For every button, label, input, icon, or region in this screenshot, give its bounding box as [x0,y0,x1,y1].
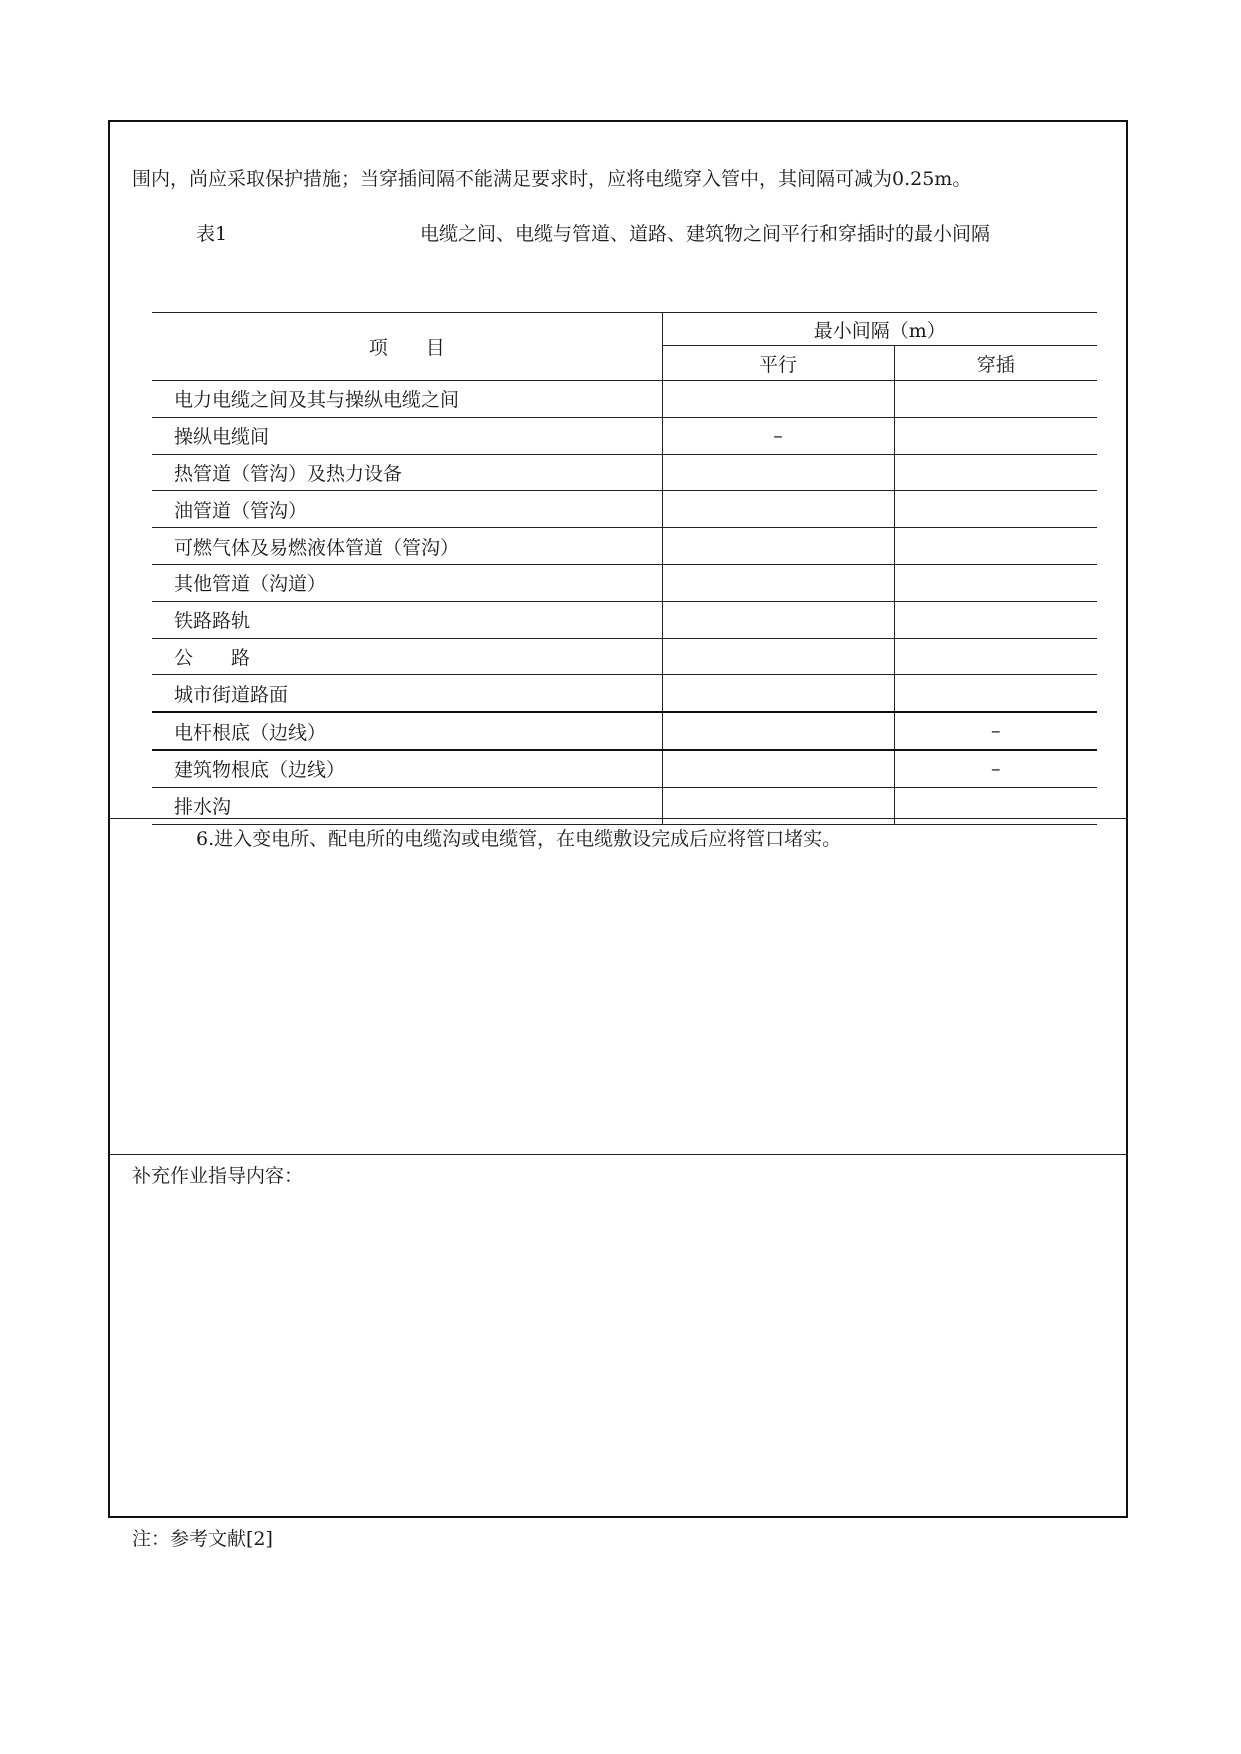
table-row [152,601,1097,638]
row-parallel [662,712,894,750]
row-item: 可燃气体及易燃液体管道（管沟） [152,528,662,565]
row-item: 其他管道（沟道） [152,564,662,601]
table-row [152,564,1097,601]
row-parallel: – [662,417,894,454]
row-parallel [662,454,894,491]
row-cross [894,564,1097,601]
row-item: 公 路 [152,638,662,675]
table-row [152,454,1097,491]
row-item: 排水沟 [152,787,662,824]
header-item: 项 目 [152,313,662,381]
row-cross [894,601,1097,638]
row-cross [894,417,1097,454]
section-divider [108,818,1128,819]
table-row [152,675,1097,712]
row-parallel [662,491,894,528]
header-min-spacing: 最小间隔（m） [662,313,1097,346]
intro-paragraph: 围内，尚应采取保护措施；当穿插间隔不能满足要求时，应将电缆穿入管中，其间隔可减为0.25m。 [132,168,972,190]
spacing-table [152,312,1097,825]
row-cross [894,638,1097,675]
table-caption-label: 表1 [196,223,228,245]
header-cross: 穿插 [894,346,1097,381]
row-item: 油管道（管沟） [152,491,662,528]
header-parallel: 平行 [662,346,894,381]
row-cross: – [894,750,1097,787]
row-item: 铁路路轨 [152,601,662,638]
table-row [152,417,1097,454]
table-row [152,491,1097,528]
row-cross [894,454,1097,491]
row-parallel [662,381,894,418]
row-parallel [662,564,894,601]
row-parallel [662,750,894,787]
table-caption-title: 电缆之间、电缆与管道、道路、建筑物之间平行和穿插时的最小间隔 [420,223,991,245]
row-item: 城市街道路面 [152,675,662,712]
row-item: 电杆根底（边线） [152,712,662,750]
row-item: 电力电缆之间及其与操纵电缆之间 [152,381,662,418]
row-cross [894,491,1097,528]
table-row [152,381,1097,418]
row-parallel [662,638,894,675]
row-item: 操纵电缆间 [152,417,662,454]
table-row [152,638,1097,675]
row-cross: – [894,712,1097,750]
section-divider [108,1154,1128,1155]
table-row [152,528,1097,565]
row-parallel [662,675,894,712]
table-row [152,712,1097,750]
row-parallel [662,528,894,565]
row-cross [894,528,1097,565]
table-row [152,750,1097,787]
row-cross [894,381,1097,418]
supplement-label: 补充作业指导内容： [132,1165,304,1187]
row-parallel [662,601,894,638]
item-6-paragraph: 6.进入变电所、配电所的电缆沟或电缆管，在电缆敷设完成后应将管口堵实。 [196,828,842,850]
row-item: 热管道（管沟）及热力设备 [152,454,662,491]
row-cross [894,675,1097,712]
row-item: 建筑物根底（边线） [152,750,662,787]
footnote: 注：参考文献[2] [132,1528,273,1550]
